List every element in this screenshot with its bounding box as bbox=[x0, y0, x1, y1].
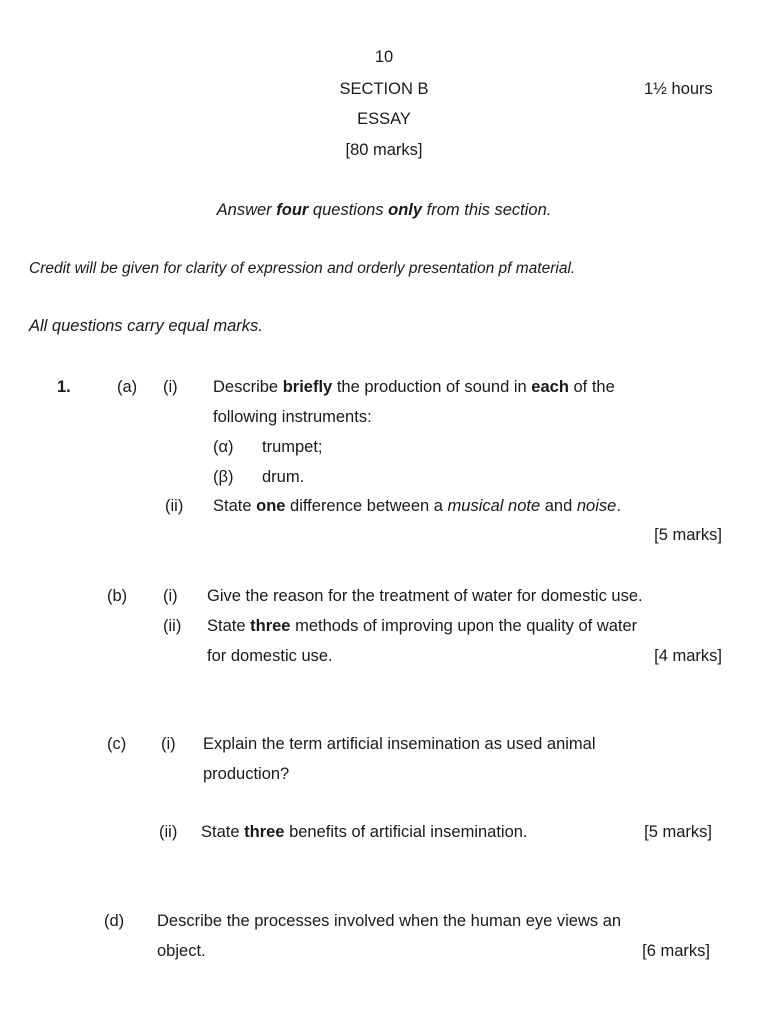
part-a-beta-label: (β) bbox=[213, 468, 234, 486]
part-b-i-text: Give the reason for the treatment of water for domestic use. bbox=[207, 587, 643, 605]
part-d-line1: Describe the processes involved when the human eye views an bbox=[157, 912, 622, 930]
part-a-alpha-text: trumpet; bbox=[262, 438, 323, 456]
equal-marks-instruction: All questions carry equal marks. bbox=[29, 317, 263, 335]
part-c-i-label: (i) bbox=[161, 735, 176, 753]
part-b-ii-line2: for domestic use. bbox=[207, 647, 333, 665]
part-c-i-line1: Explain the term artificial insemination as used animal bbox=[203, 735, 596, 753]
part-c-ii-text: State three benefits of artificial insemination. bbox=[201, 823, 528, 841]
part-a-i-line2: following instruments: bbox=[213, 408, 372, 426]
part-c-label: (c) bbox=[107, 735, 127, 753]
part-a-label: (a) bbox=[117, 378, 138, 396]
part-a-beta-text: drum. bbox=[262, 468, 305, 486]
part-b-ii-line1: State three methods of improving upon the quality of water bbox=[207, 617, 638, 635]
part-d-line2: object. bbox=[157, 942, 206, 960]
part-c-marks: [5 marks] bbox=[644, 823, 712, 841]
part-b-marks: [4 marks] bbox=[654, 647, 722, 665]
paper-type: ESSAY bbox=[357, 110, 411, 128]
part-a-alpha-label: (α) bbox=[213, 438, 234, 456]
part-a-ii-text: State one difference between a musical note and noise. bbox=[213, 497, 621, 515]
part-a-i-label: (i) bbox=[163, 378, 178, 396]
page-number: 10 bbox=[374, 48, 394, 66]
total-marks: [80 marks] bbox=[345, 141, 423, 159]
part-d-label: (d) bbox=[104, 912, 125, 930]
answer-instruction: Answer four questions only from this section. bbox=[216, 201, 552, 219]
section-title: SECTION B bbox=[339, 80, 429, 98]
part-a-i-line1: Describe briefly the production of sound in each of the bbox=[213, 378, 615, 396]
part-b-i-label: (i) bbox=[163, 587, 178, 605]
question-number: 1. bbox=[57, 378, 71, 396]
credit-instruction: Credit will be given for clarity of expression and orderly presentation pf material. bbox=[29, 260, 576, 277]
part-a-marks: [5 marks] bbox=[654, 526, 722, 544]
part-a-ii-label: (ii) bbox=[165, 497, 184, 515]
duration: 1½ hours bbox=[644, 80, 713, 98]
part-c-ii-label: (ii) bbox=[159, 823, 178, 841]
part-c-i-line2: production? bbox=[203, 765, 290, 783]
part-b-ii-label: (ii) bbox=[163, 617, 182, 635]
part-d-marks: [6 marks] bbox=[642, 942, 710, 960]
part-b-label: (b) bbox=[107, 587, 128, 605]
